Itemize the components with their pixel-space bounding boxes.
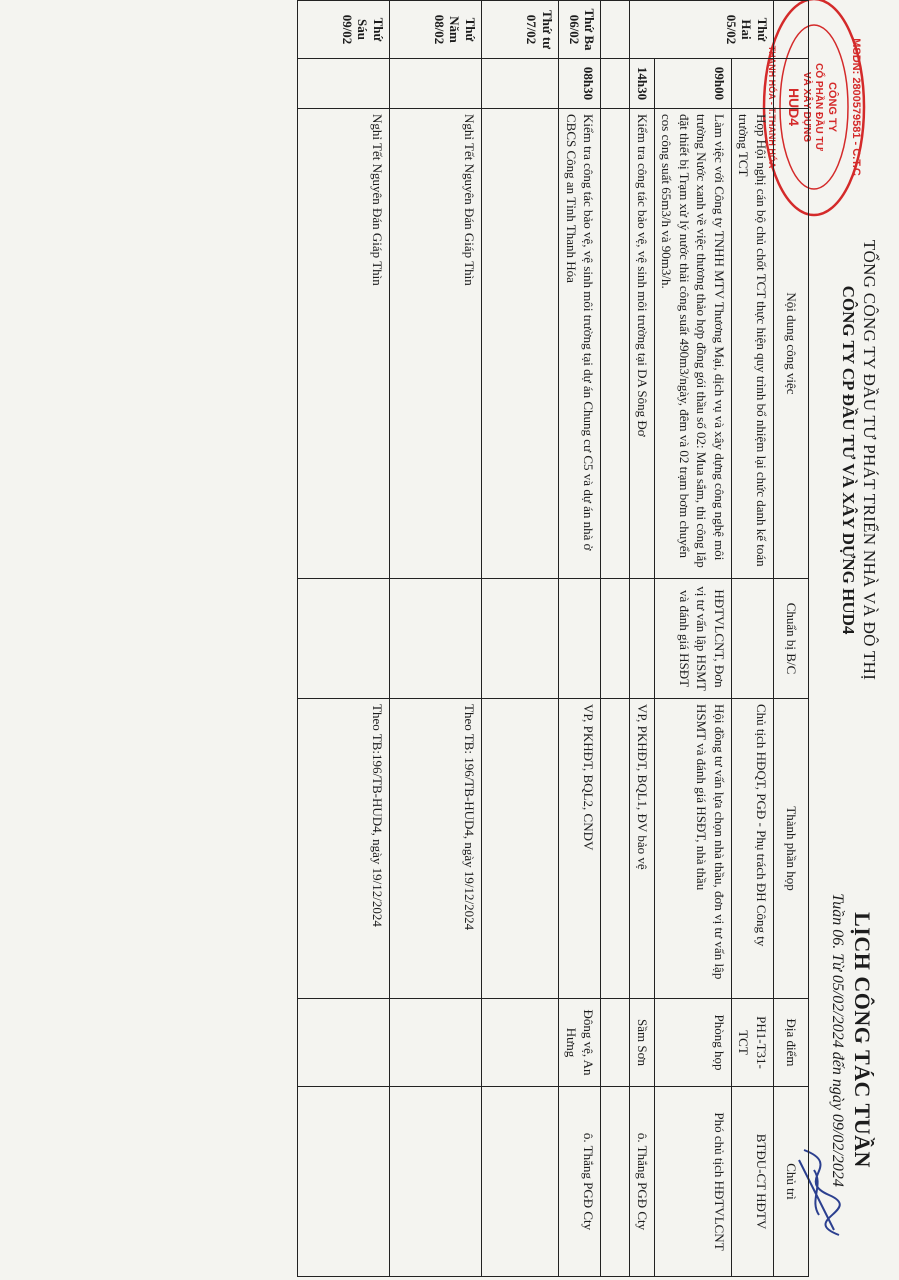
members-cell: Theo TB: 196/TB-HUD4, ngày 19/12/2024 <box>390 699 482 999</box>
weekly-schedule-table <box>297 0 809 1277</box>
prep-cell <box>298 579 390 699</box>
time-cell: 09h00 <box>654 59 731 109</box>
parent-organization: TỔNG CÔNG TY ĐẦU TƯ PHÁT TRIỂN NHÀ VÀ ĐÔ THỊ <box>860 239 879 681</box>
table-row <box>601 1 630 1277</box>
time-cell <box>298 59 390 109</box>
content-cell: Kiểm tra công tác bảo vệ, vệ sinh môi trường tại DA Sông Đơ <box>630 109 655 579</box>
prep-cell <box>731 579 773 699</box>
place-cell <box>482 999 559 1087</box>
stamp-line2: CỔ PHẦN ĐẦU TƯ <box>813 63 824 151</box>
day-cell: Thứ Ba 06/02 <box>559 1 601 59</box>
time-cell: 08h30 <box>559 59 601 109</box>
chair-cell <box>298 1087 390 1277</box>
chair-cell: ô. Thắng PGĐ Cty <box>630 1087 655 1277</box>
stamp-bottom-text: THANH HÓA - T.THANH HÓA <box>767 45 777 169</box>
place-cell <box>298 999 390 1087</box>
stamp-line3: VÀ XÂY DỰNG <box>801 71 812 143</box>
document-title: LỊCH CÔNG TÁC TUẦN <box>850 912 875 1168</box>
col-header-members: Thành phần họp <box>774 699 809 999</box>
col-header-prep: Chuẩn bị B/C <box>774 579 809 699</box>
col-header-time <box>774 59 809 109</box>
place-cell: Đông vệ, An Hưng <box>559 999 601 1087</box>
col-header-chair: Chủ trì <box>774 1087 809 1277</box>
day-cell: Thứ tư 07/02 <box>482 1 559 59</box>
day-cell: Thứ Hai 05/02 <box>630 1 774 59</box>
chair-cell: BTĐU-CT HĐTV <box>731 1087 773 1277</box>
col-header-content: Nội dung công việc <box>774 109 809 579</box>
content-cell: Họp Hội nghị cán bộ chủ chốt TCT thực hiện quy trình bổ nhiệm lại chức danh kế toán trưởng TCT <box>731 109 773 579</box>
table-row <box>559 1 601 1277</box>
time-cell: 14h30 <box>630 59 655 109</box>
place-cell <box>390 999 482 1087</box>
content-cell: Nghỉ Tết Nguyên Đán Giáp Thìn <box>390 109 482 579</box>
stamp-line4: HUD4 <box>786 87 802 127</box>
members-cell: Hội đồng tư vấn lựa chọn nhà thầu, đơn vị tư vấn lập HSMT và đánh giá HSĐT, nhà thầu <box>654 699 731 999</box>
time-cell <box>731 59 773 109</box>
stamp-ring-text: MSDN: 2800579581 - C.T.C <box>850 38 862 176</box>
prep-cell <box>390 579 482 699</box>
col-header-place: Địa điểm <box>774 999 809 1087</box>
table-row <box>390 1 482 1277</box>
company-name: CÔNG TY CP ĐẦU TƯ VÀ XÂY DỰNG HUD4 <box>839 285 858 635</box>
table-row <box>298 1 390 1277</box>
prep-cell <box>559 579 601 699</box>
content-cell: Kiểm tra công tác bảo vệ, vệ sinh môi trường tại dự án Chung cư C5 và dự án nhà ở CBCS Công an Tỉnh Thanh Hóa <box>559 109 601 579</box>
members-cell <box>482 699 559 999</box>
day-cell: Thứ Năm 08/02 <box>390 1 482 59</box>
members-cell: Chủ tịch HĐQT, PGĐ - Phụ trách ĐH Công ty <box>731 699 773 999</box>
chair-cell <box>390 1087 482 1277</box>
col-header-day <box>774 1 809 59</box>
members-cell: VP, PKHĐT, BQL2, CNDV <box>559 699 601 999</box>
time-cell <box>482 59 559 109</box>
time-cell <box>390 59 482 109</box>
members-cell: VP, PKHĐT, BQL1, ĐV bảo vệ <box>630 699 655 999</box>
week-range: Tuần 06. Từ 05/02/2024 đến ngày 09/02/2024 <box>829 893 846 1187</box>
table-row <box>630 1 655 1277</box>
content-cell: Nghỉ Tết Nguyên Đán Giáp Thìn <box>298 109 390 579</box>
prep-cell <box>482 579 559 699</box>
chair-cell: Phó chủ tịch HĐTVLCNT <box>654 1087 731 1277</box>
table-row <box>731 1 773 1277</box>
prep-cell: HĐTVLCNT, Đơn vị tư vấn lập HSMT và đánh giá HSĐT <box>654 579 731 699</box>
place-cell: Phòng họp <box>654 999 731 1087</box>
table-header-row <box>774 1 809 1277</box>
content-cell <box>482 109 559 579</box>
chair-cell: ô. Thắng PGĐ Cty <box>559 1087 601 1277</box>
table-row <box>482 1 559 1277</box>
members-cell: Theo TB:196/TB-HUD4, ngày 19/12/2024 <box>298 699 390 999</box>
place-cell: PH1-T31-TCT <box>731 999 773 1087</box>
prep-cell <box>630 579 655 699</box>
chair-cell <box>482 1087 559 1277</box>
day-cell: Thứ Sáu 09/02 <box>298 1 390 59</box>
table-row <box>654 1 731 1277</box>
stamp-line1: CÔNG TY <box>826 81 838 133</box>
content-cell: Làm việc với Công ty TNHH MTV Thương Mại, dịch vụ và xây dựng công nghệ môi trường Nước xanh về việc thương thảo hợp đồng gói thầu số 02: Mua sắm, thi công lắp đặt thiết bị Trạm xử lý nước thải công suất 490m3/ngày, đêm và 02 trạm bơm chuyển cos công suất 65m3/h và 90m3/h. <box>654 109 731 579</box>
place-cell: Sầm Sơn <box>630 999 655 1087</box>
